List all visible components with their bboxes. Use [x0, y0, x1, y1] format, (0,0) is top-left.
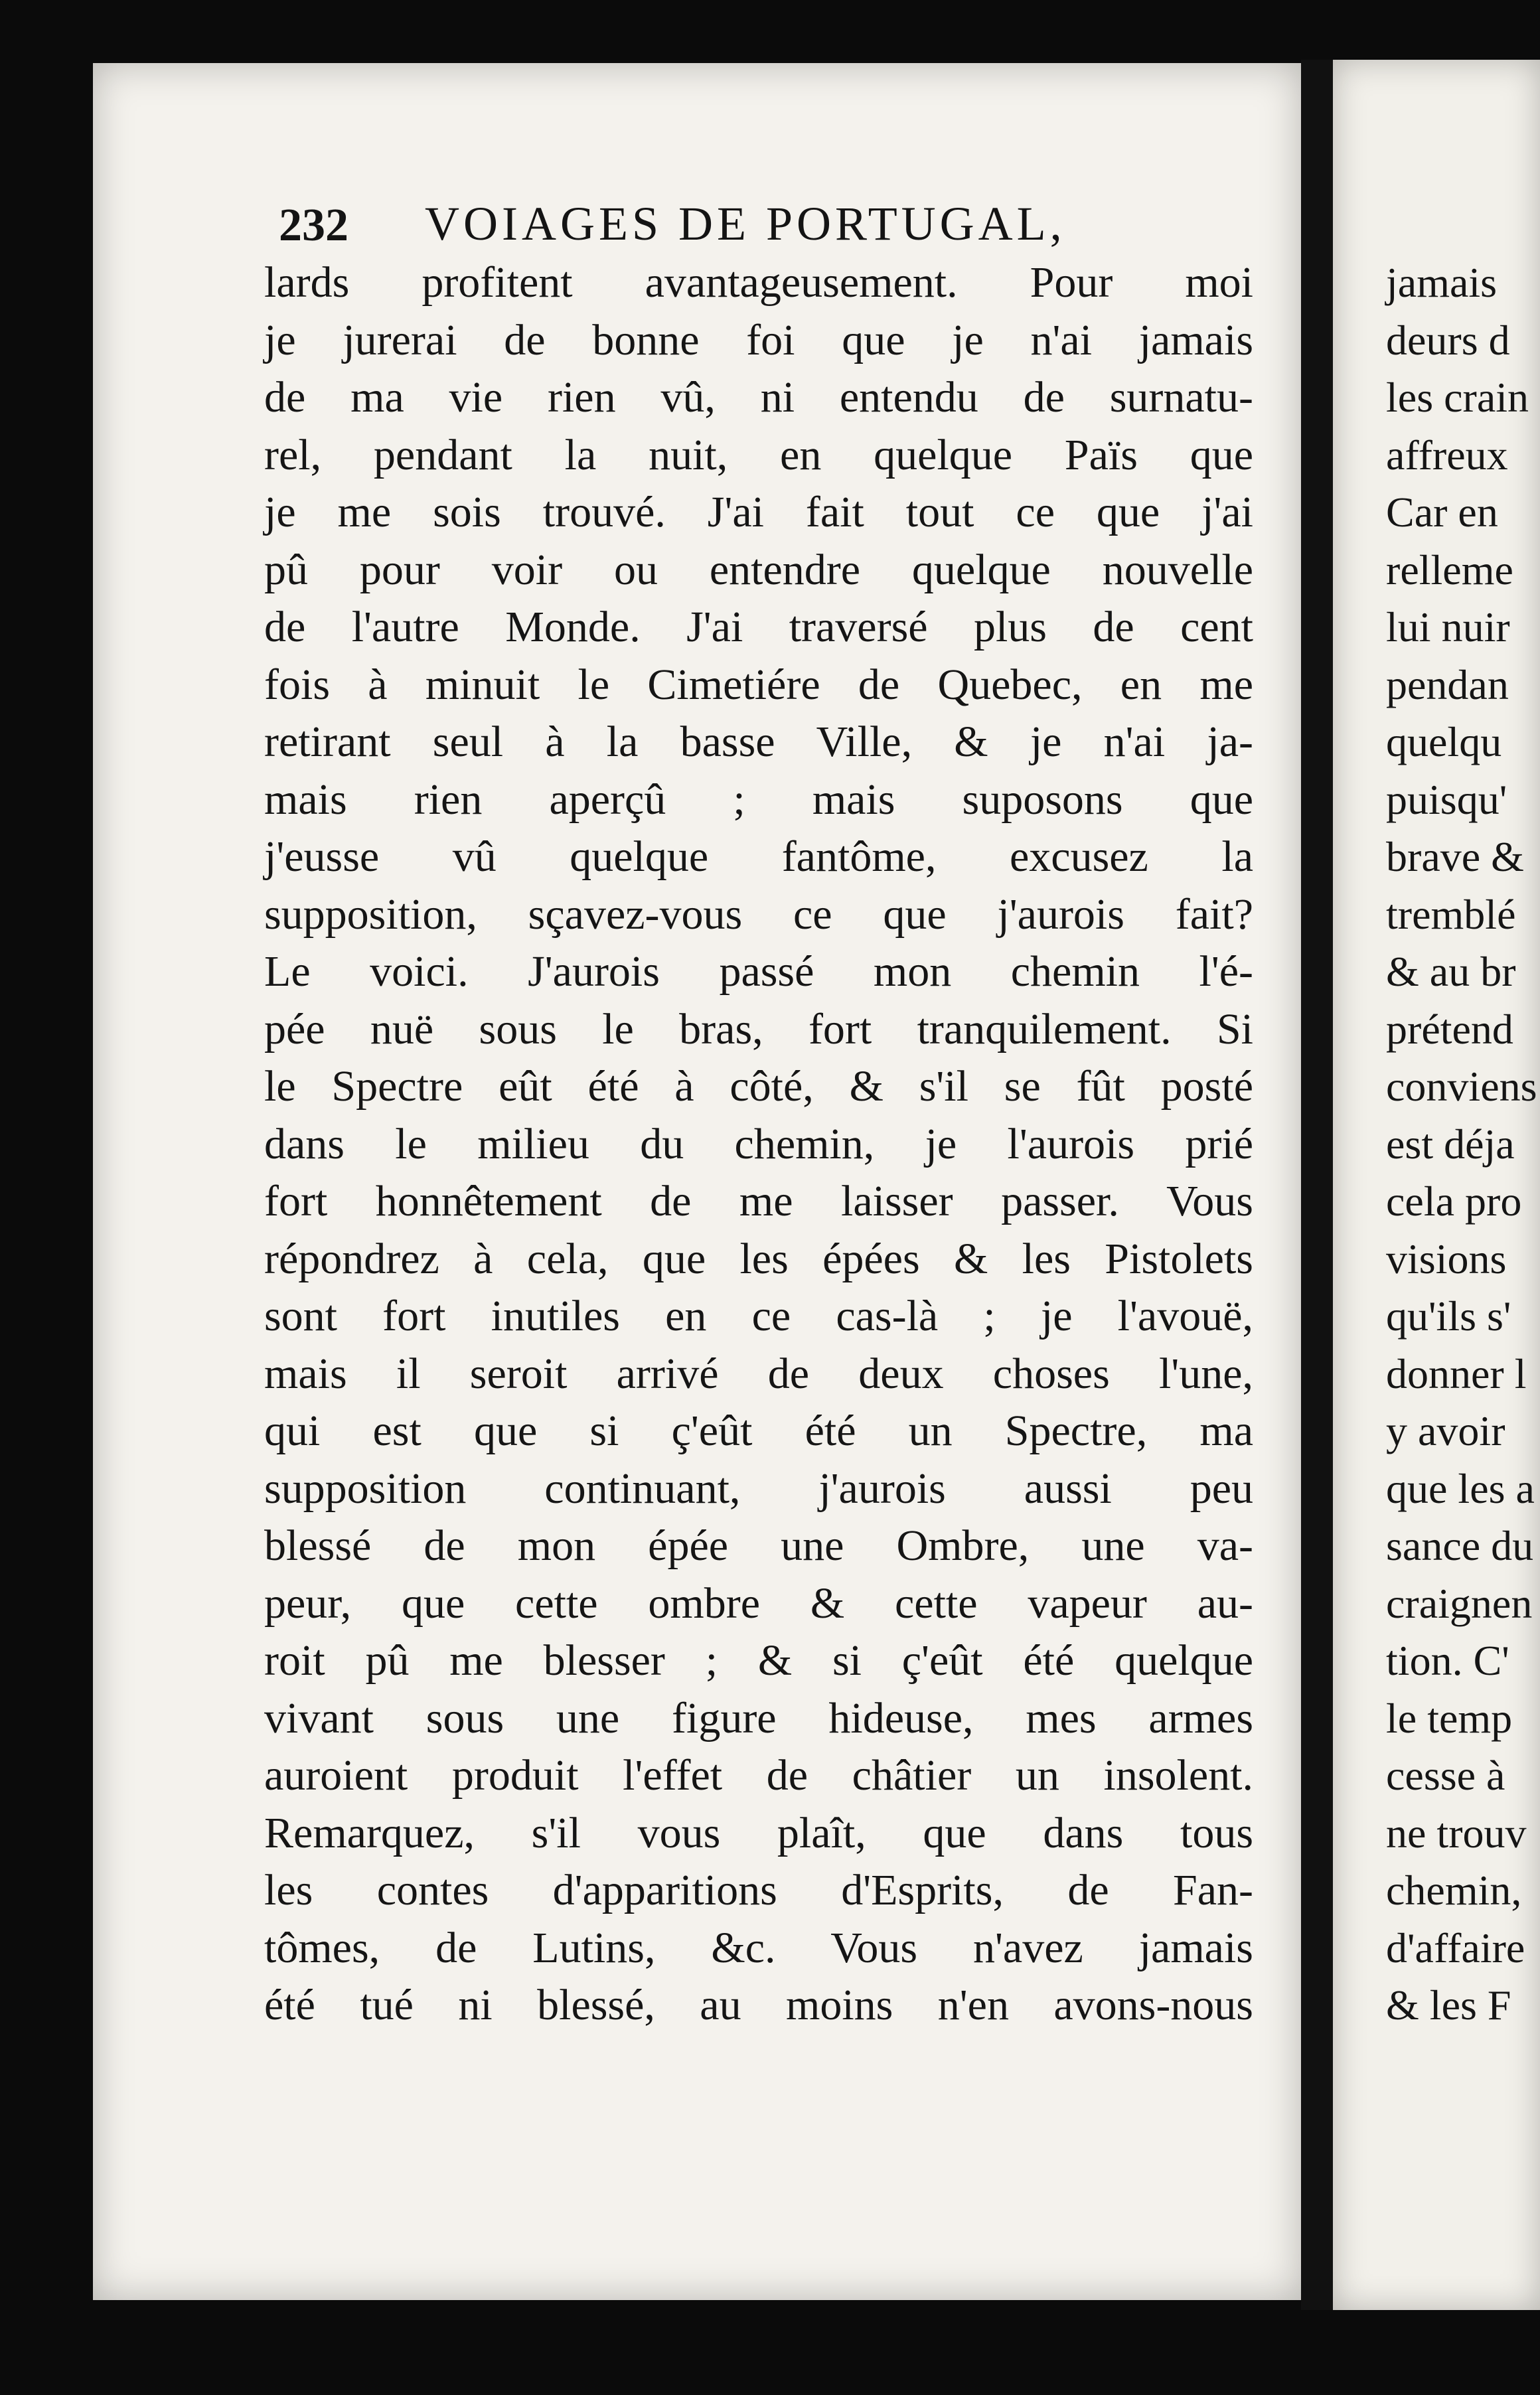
page-header — [186, 199, 1248, 262]
text-line: prétend — [1386, 1005, 1513, 1053]
text-line: brave & — [1386, 833, 1524, 880]
text-line: cesse à — [1386, 1752, 1505, 1799]
text-line: dans le milieu du chemin, je l'aurois prié — [264, 1119, 1253, 1168]
text-line: lui nuir — [1386, 603, 1510, 651]
text-line: blessé de mon épée une Ombre, une va- — [264, 1521, 1253, 1570]
text-line: auroient produit l'effet de châtier un insolent. — [264, 1751, 1253, 1800]
text-line: fois à minuit le Cimetiére de Quebec, en me — [264, 660, 1253, 709]
text-line: est déja — [1386, 1120, 1515, 1168]
text-line: de l'autre Monde. J'ai traversé plus de cent — [264, 603, 1253, 651]
text-line: sont fort inutiles en ce cas-là ; je l'avouë, — [264, 1292, 1253, 1340]
text-line: rel, pendant la nuit, en quelque Païs que — [264, 430, 1253, 479]
text-line: craignen — [1386, 1579, 1533, 1627]
text-line: jamais — [1386, 259, 1498, 306]
text-line: tômes, de Lutins, &c. Vous n'avez jamais — [264, 1923, 1253, 1972]
text-line: mais rien aperçû ; mais suposons que — [264, 775, 1253, 824]
text-line: de ma vie rien vû, ni entendu de surnatu- — [264, 373, 1253, 422]
text-line: lards profitent avantageusement. Pour moi — [264, 258, 1253, 307]
text-line: mais il seroit arrivé de deux choses l'une, — [264, 1349, 1253, 1398]
text-line: retirant seul à la basse Ville, & je n'ai ja- — [264, 718, 1253, 766]
text-line: deurs d — [1386, 316, 1510, 364]
text-line: Le voici. J'aurois passé mon chemin l'é- — [264, 947, 1253, 996]
text-line: le temp — [1386, 1694, 1513, 1742]
text-line: je me sois trouvé. J'ai fait tout ce que j'ai — [264, 488, 1253, 536]
text-line: répondrez à cela, que les épées & les Pistolets — [264, 1234, 1253, 1283]
text-line: je jurerai de bonne foi que je n'ai jamais — [264, 315, 1253, 364]
text-line: pû pour voir ou entendre quelque nouvelle — [264, 545, 1253, 594]
text-line: vivant sous une figure hideuse, mes armes — [264, 1693, 1253, 1742]
page-number: 232 — [279, 200, 348, 251]
text-line: relleme — [1386, 546, 1513, 593]
text-line: supposition continuant, j'aurois aussi peu — [264, 1464, 1253, 1513]
text-line: pendan — [1386, 660, 1509, 708]
text-line: tremblé — [1386, 890, 1516, 938]
book-gutter — [1301, 60, 1333, 2310]
text-line: les contes d'apparitions d'Esprits, de Fan- — [264, 1866, 1253, 1914]
text-line: y avoir — [1386, 1407, 1505, 1454]
text-line: Remarquez, s'il vous plaît, que dans tous — [264, 1808, 1253, 1857]
text-line: fort honnêtement de me laisser passer. Vous — [264, 1177, 1253, 1225]
text-line: Car en — [1386, 489, 1498, 536]
text-line: puisqu' — [1386, 775, 1507, 823]
text-line: roit pû me blesser ; & si ç'eût été quelque — [264, 1636, 1253, 1685]
text-line: qui est que si ç'eût été un Spectre, ma — [264, 1407, 1253, 1455]
text-line: visions — [1386, 1235, 1507, 1282]
text-line: conviens — [1386, 1063, 1537, 1110]
text-line: j'eusse vû quelque fantôme, excusez la — [264, 832, 1253, 881]
text-line: d'affaire — [1386, 1924, 1525, 1971]
text-line: & au br — [1386, 948, 1516, 995]
text-line: tion. C' — [1386, 1637, 1509, 1684]
text-line: été tué ni blessé, au moins n'en avons-nous — [264, 1981, 1253, 2029]
text-line: ne trouv — [1386, 1809, 1527, 1857]
text-line: donner l — [1386, 1350, 1527, 1397]
text-line: que les a — [1386, 1464, 1535, 1512]
text-line: chemin, — [1386, 1867, 1522, 1914]
text-line: le Spectre eût été à côté, & s'il se fût posté — [264, 1062, 1253, 1111]
text-line: qu'ils s' — [1386, 1292, 1511, 1340]
text-line: peur, que cette ombre & cette vapeur au- — [264, 1579, 1253, 1628]
text-line: les crain — [1386, 374, 1529, 421]
running-head: VOIAGES DE PORTUGAL, — [425, 197, 1066, 250]
text-line: pée nuë sous le bras, fort tranquilement. Si — [264, 1004, 1253, 1053]
text-line: sance du — [1386, 1522, 1534, 1569]
text-line: quelqu — [1386, 718, 1502, 765]
text-line: & les F — [1386, 1981, 1511, 2029]
text-line: cela pro — [1386, 1178, 1522, 1225]
text-line: affreux — [1386, 431, 1508, 479]
text-line: supposition, sçavez-vous ce que j'aurois fait? — [264, 889, 1253, 939]
